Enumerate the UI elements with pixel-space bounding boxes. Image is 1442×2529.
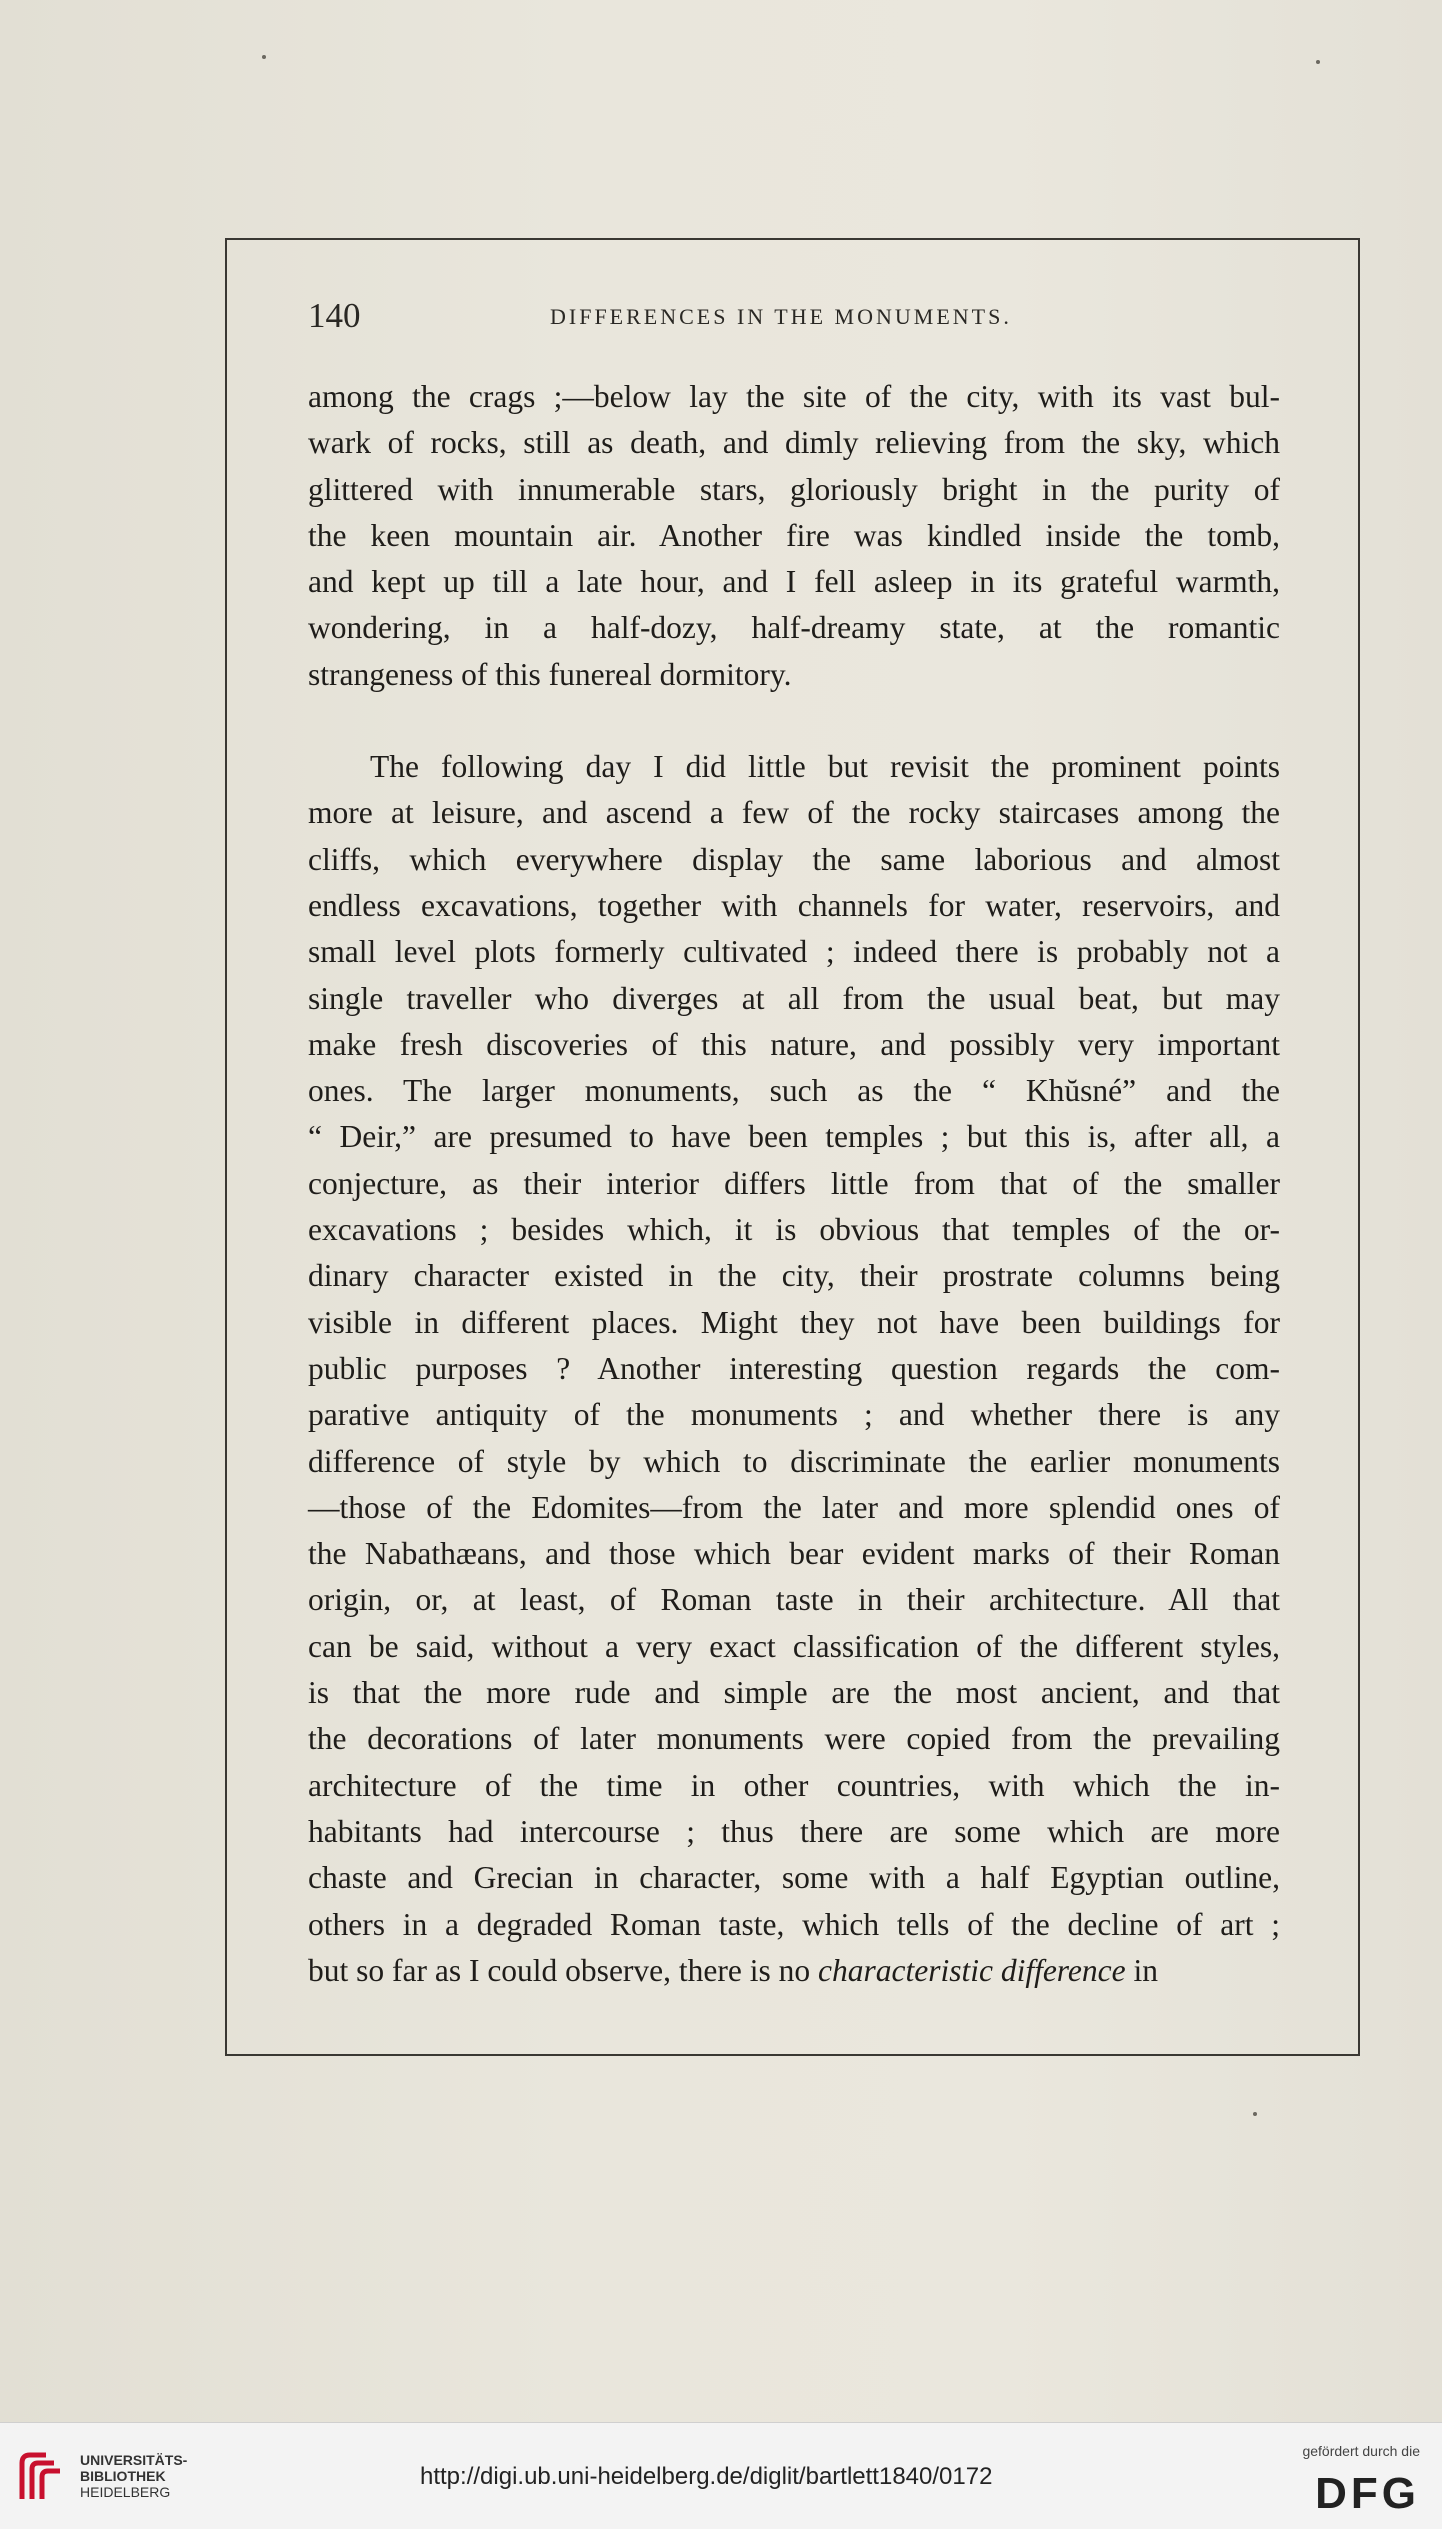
text-line: cliffs, which everywhere display the same laborious and almost [308,841,1280,877]
text-line: dinary character existed in the city, their prostrate columns being [308,1258,1280,1294]
library-logo-icon [16,2449,66,2507]
paragraph-1 [308,374,1280,698]
text-line: others in a degraded Roman taste, which tells of the decline of art ; [308,1906,1280,1942]
text-line: small level plots formerly cultivated ; indeed there is probably not a [308,934,1280,970]
text-line: wark of rocks, still as death, and dimly relieving from the sky, which [308,425,1280,461]
text-line: difference of style by which to discriminate the earlier monuments [308,1443,1280,1479]
text-line: architecture of the time in other countries, with which the in- [308,1767,1280,1803]
digital-library-footer [0,2422,1442,2529]
text-line: parative antiquity of the monuments ; and whether there is any [308,1397,1280,1433]
paragraph-2 [308,744,1280,1948]
text-line: the Nabathæans, and those which bear evident marks of their Roman [308,1536,1280,1572]
text-line: public purposes ? Another interesting question regards the com- [308,1350,1280,1386]
text-line: strangeness of this funereal dormitory. [308,656,792,692]
text-line: ones. The larger monuments, such as the “ Khŭsné” and the [308,1073,1280,1109]
text-line: origin, or, at least, of Roman taste in their architecture. All that [308,1582,1280,1618]
text-line: habitants had intercourse ; thus there are some which are more [308,1813,1280,1849]
text-line: “ Deir,” are presumed to have been temples ; but this is, after all, a [308,1119,1280,1155]
running-head [308,296,1298,346]
text-line: and kept up till a late hour, and I fell asleep in its grateful warmth, [308,564,1280,600]
text-line: is that the more rude and simple are the most ancient, and that [308,1675,1280,1711]
paragraph-gap [308,698,1280,744]
institution-line: UNIVERSITÄTS- [80,2452,188,2468]
permalink-url[interactable]: http://digi.ub.uni-heidelberg.de/diglit/bartlett1840/0172 [420,2463,993,2490]
running-head-title: DIFFERENCES IN THE MONUMENTS. [550,304,1012,329]
funded-by-label: gefördert durch die [1302,2443,1420,2459]
text-line: more at leisure, and ascend a few of the rocky staircases among the [308,795,1280,831]
page-number: 140 [308,296,361,335]
text-line [308,1948,1280,1994]
italic-phrase: characteristic difference [817,1952,1126,1988]
text-line: make fresh discoveries of this nature, and possibly very important [308,1026,1280,1062]
text-line: can be said, without a very exact classification of the different styles, [308,1628,1280,1664]
paper-speck [1316,60,1320,64]
text-line: visible in different places. Might they not have been buildings for [308,1304,1280,1340]
text-span: but so far as I could observe, there is no [308,1952,818,1988]
text-line: excavations ; besides which, it is obvious that temples of the or- [308,1212,1280,1248]
text-line: The following day I did little but revisit the prominent points [370,749,1280,785]
text-line: —those of the Edomites—from the later and more splendid ones of [308,1489,1280,1525]
text-line: chaste and Grecian in character, some with a half Egyptian outline, [308,1860,1280,1896]
dfg-logo: DFG [1315,2469,1420,2518]
text-line: conjecture, as their interior differs little from that of the smaller [308,1165,1280,1201]
text-line: the keen mountain air. Another fire was kindled inside the tomb, [308,517,1280,553]
institution-name [80,2452,187,2500]
text-line: among the crags ;—below lay the site of the city, with its vast bul- [308,379,1280,414]
text-line: single traveller who diverges at all from the usual beat, but may [308,980,1280,1016]
institution-line: HEIDELBERG [80,2484,171,2500]
institution-line: BIBLIOTHEK [80,2468,166,2484]
paper-speck [1253,2112,1257,2116]
text-line: glittered with innumerable stars, gloriously bright in the purity of [308,471,1280,507]
paper-speck [262,55,266,59]
text-span: in [1125,1952,1158,1988]
text-line: endless excavations, together with channels for water, reservoirs, and [308,887,1280,923]
text-line: wondering, in a half-dozy, half-dreamy state, at the romantic [308,610,1280,646]
body-text [308,374,1280,1994]
text-line: the decorations of later monuments were copied from the prevailing [308,1721,1280,1757]
